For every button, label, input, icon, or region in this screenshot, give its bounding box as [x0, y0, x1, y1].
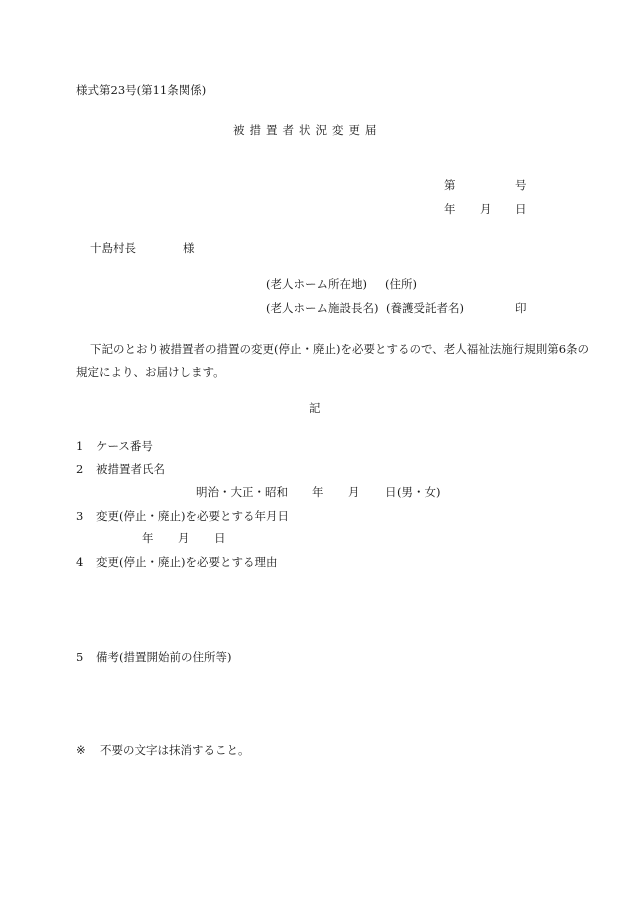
- date-month-label: 月: [480, 202, 492, 216]
- addressee-name: 十島村長: [90, 241, 136, 255]
- addressee-honorific: 様: [183, 241, 195, 255]
- number-prefix: 第: [444, 178, 456, 192]
- birth-month-label: 月: [348, 485, 360, 499]
- form-title: 被措置者状況変更届: [233, 123, 382, 137]
- date-day-label: 日: [515, 202, 527, 216]
- item5-label: 備考(措置開始前の住所等): [96, 650, 232, 664]
- item1-label: ケース番号: [96, 439, 153, 453]
- item3-month-label: 月: [178, 531, 190, 545]
- item3-label: 変更(停止・廃止)を必要とする年月日: [96, 509, 289, 523]
- home-address-label: (老人ホーム所在地): [266, 277, 367, 291]
- date-year-label: 年: [444, 202, 456, 216]
- body-paragraph: 下記のとおり被措置者の措置の変更(停止・廃止)を必要とするので、老人福祉法施行規則第6条の規定により、お届けします。: [76, 342, 590, 379]
- address-label: (住所): [385, 277, 417, 291]
- number-suffix: 号: [515, 178, 527, 192]
- note-text: 不要の文字は抹消すること。: [100, 743, 250, 757]
- item3-year-label: 年: [142, 531, 154, 545]
- item3-day-label: 日: [214, 531, 226, 545]
- item1-number: 1: [76, 439, 84, 453]
- item2-number: 2: [76, 462, 84, 476]
- item5-number: 5: [76, 650, 84, 664]
- item3-number: 3: [76, 509, 84, 523]
- ki-heading: 記: [309, 401, 321, 415]
- sex-options: (男・女): [397, 485, 441, 499]
- seal-mark: 印: [515, 301, 527, 315]
- home-director-label: (老人ホーム施設長名): [266, 301, 379, 315]
- note-mark: ※: [76, 743, 86, 757]
- form-reference: 様式第23号(第11条関係): [76, 83, 207, 97]
- item4-number: 4: [76, 555, 84, 569]
- item2-label: 被措置者氏名: [96, 462, 165, 476]
- birth-day-label: 日: [385, 485, 397, 499]
- caretaker-label: (養護受託者名): [386, 301, 464, 315]
- item4-label: 変更(停止・廃止)を必要とする理由: [96, 555, 278, 569]
- birth-era-options: 明治・大正・昭和: [196, 485, 288, 499]
- birth-year-label: 年: [312, 485, 324, 499]
